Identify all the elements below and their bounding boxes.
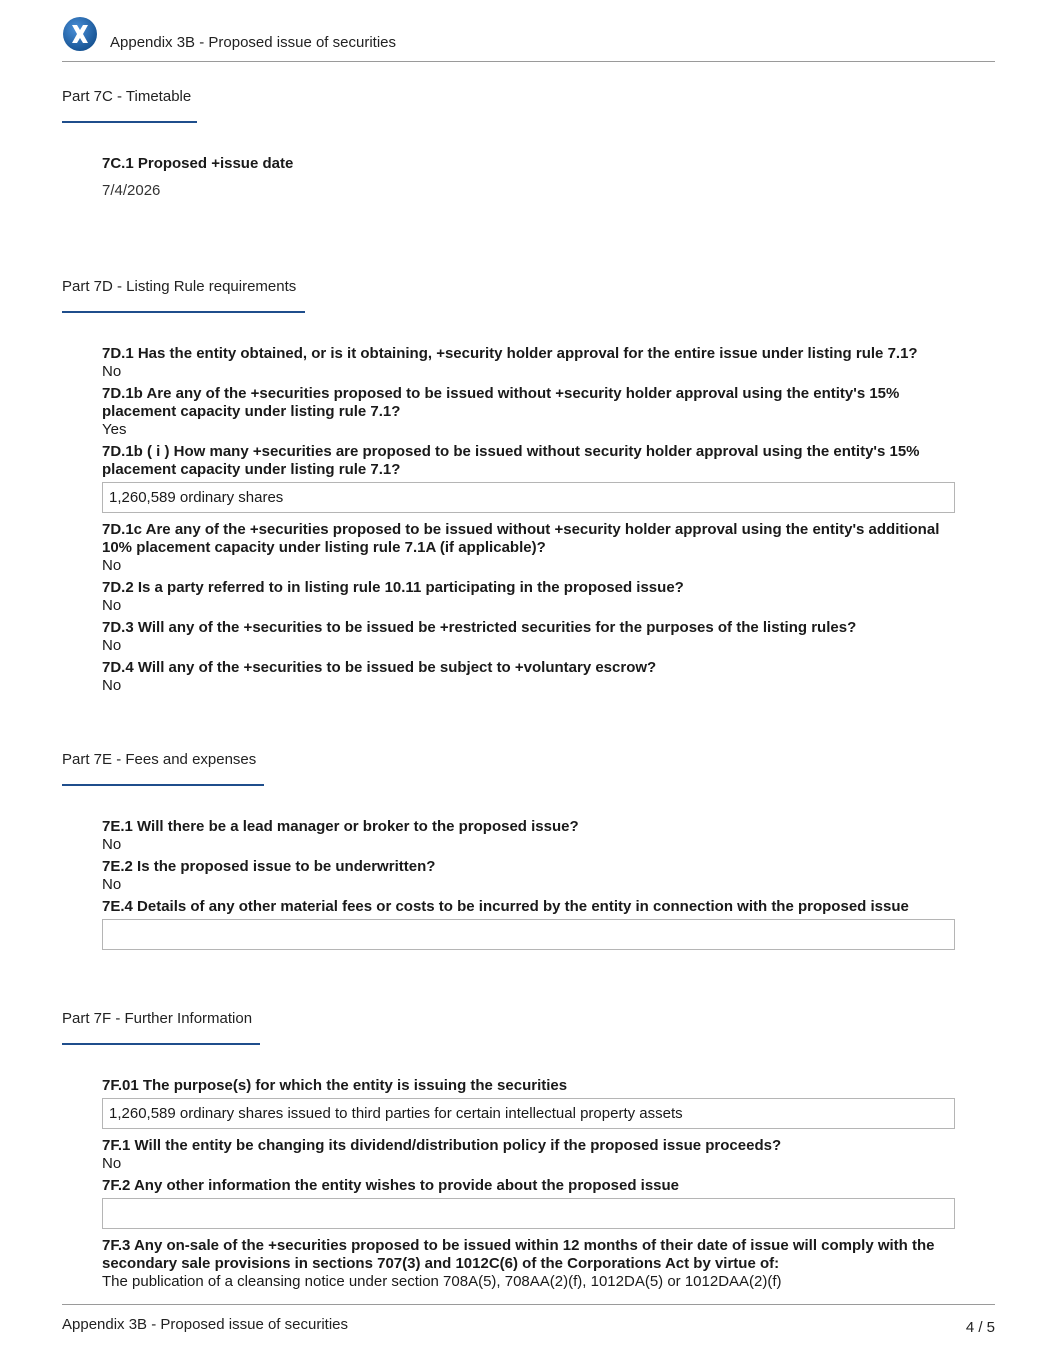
question-7d-4: 7D.4 Will any of the +securities to be issued be subject to +voluntary escrow?	[102, 659, 657, 676]
answer-7f-3: The publication of a cleansing notice under section 708A(5), 708AA(2)(f), 1012DA(5) or 1012DAA(2)(f)	[102, 1273, 782, 1290]
question-7d-1: 7D.1 Has the entity obtained, or is it obtaining, +security holder approval for the entire issue under listing rule 7.1?	[102, 345, 918, 362]
part-7c-title: Part 7C - Timetable	[62, 88, 192, 105]
part-7d-title: Part 7D - Listing Rule requirements	[62, 278, 297, 295]
question-7e-2: 7E.2 Is the proposed issue to be underwritten?	[102, 858, 436, 875]
answer-7d-1: No	[102, 363, 122, 380]
question-7c-1: 7C.1 Proposed +issue date	[102, 155, 294, 172]
page-header	[62, 14, 995, 62]
answer-box-7f-01: 1,260,589 ordinary shares issued to third parties for certain intellectual property assets	[102, 1098, 955, 1129]
question-7f-3: 7F.3 Any on-sale of the +securities proposed to be issued within 12 months of their date of issue will comply with the secondary sale provisions in sections 707(3) and 1012C(6) of the Corporations Act by virtue of:	[102, 1237, 935, 1272]
part-7f-rule	[62, 1043, 260, 1045]
answer-7d-2: No	[102, 597, 122, 614]
question-7e-4: 7E.4 Details of any other material fees or costs to be incurred by the entity in connection with the proposed issue	[102, 898, 909, 915]
answer-box-7d-1b-i: 1,260,589 ordinary shares	[102, 482, 955, 513]
question-7f-2: 7F.2 Any other information the entity wishes to provide about the proposed issue	[102, 1177, 680, 1194]
part-7e-rule	[62, 784, 264, 786]
answer-7d-1c: No	[102, 557, 122, 574]
answer-7e-1: No	[102, 836, 122, 853]
question-7d-1c: 7D.1c Are any of the +securities proposed to be issued without +security holder approval using the entity's additional 10% placement capacity under listing rule 7.1A (if applicable)?	[102, 521, 940, 556]
part-7c-rule	[62, 121, 197, 123]
question-7d-2: 7D.2 Is a party referred to in listing rule 10.11 participating in the proposed issue?	[102, 579, 684, 596]
part-7f-title: Part 7F - Further Information	[62, 1010, 253, 1027]
answer-7d-4: No	[102, 677, 122, 694]
part-7e-title: Part 7E - Fees and expenses	[62, 751, 257, 768]
question-7f-1: 7F.1 Will the entity be changing its dividend/distribution policy if the proposed issue proceeds?	[102, 1137, 782, 1154]
answer-7d-3: No	[102, 637, 122, 654]
question-7e-1: 7E.1 Will there be a lead manager or broker to the proposed issue?	[102, 818, 579, 835]
answer-box-7e-4	[102, 919, 955, 950]
part-7d-rule	[62, 311, 305, 313]
question-7f-01: 7F.01 The purpose(s) for which the entity is issuing the securities	[102, 1077, 568, 1094]
answer-7f-1: No	[102, 1155, 122, 1172]
page-footer	[62, 1304, 995, 1336]
question-7d-3: 7D.3 Will any of the +securities to be issued be +restricted securities for the purposes of the listing rules?	[102, 619, 857, 636]
page-number: 4 / 5	[965, 1319, 995, 1336]
header-title: Appendix 3B - Proposed issue of securities	[110, 34, 396, 51]
answer-box-7f-2	[102, 1198, 955, 1229]
asx-logo-icon	[62, 16, 98, 52]
question-7d-1b-i: 7D.1b ( i ) How many +securities are proposed to be issued without security holder approval using the entity's 15% placement capacity under listing rule 7.1?	[102, 443, 920, 478]
footer-title: Appendix 3B - Proposed issue of securities	[62, 1316, 348, 1333]
answer-7e-2: No	[102, 876, 122, 893]
answer-7c-1: 7/4/2026	[102, 182, 161, 199]
question-7d-1b: 7D.1b Are any of the +securities proposed to be issued without +security holder approval using the entity's 15% placement capacity under listing rule 7.1?	[102, 385, 900, 420]
answer-7d-1b: Yes	[102, 421, 127, 438]
